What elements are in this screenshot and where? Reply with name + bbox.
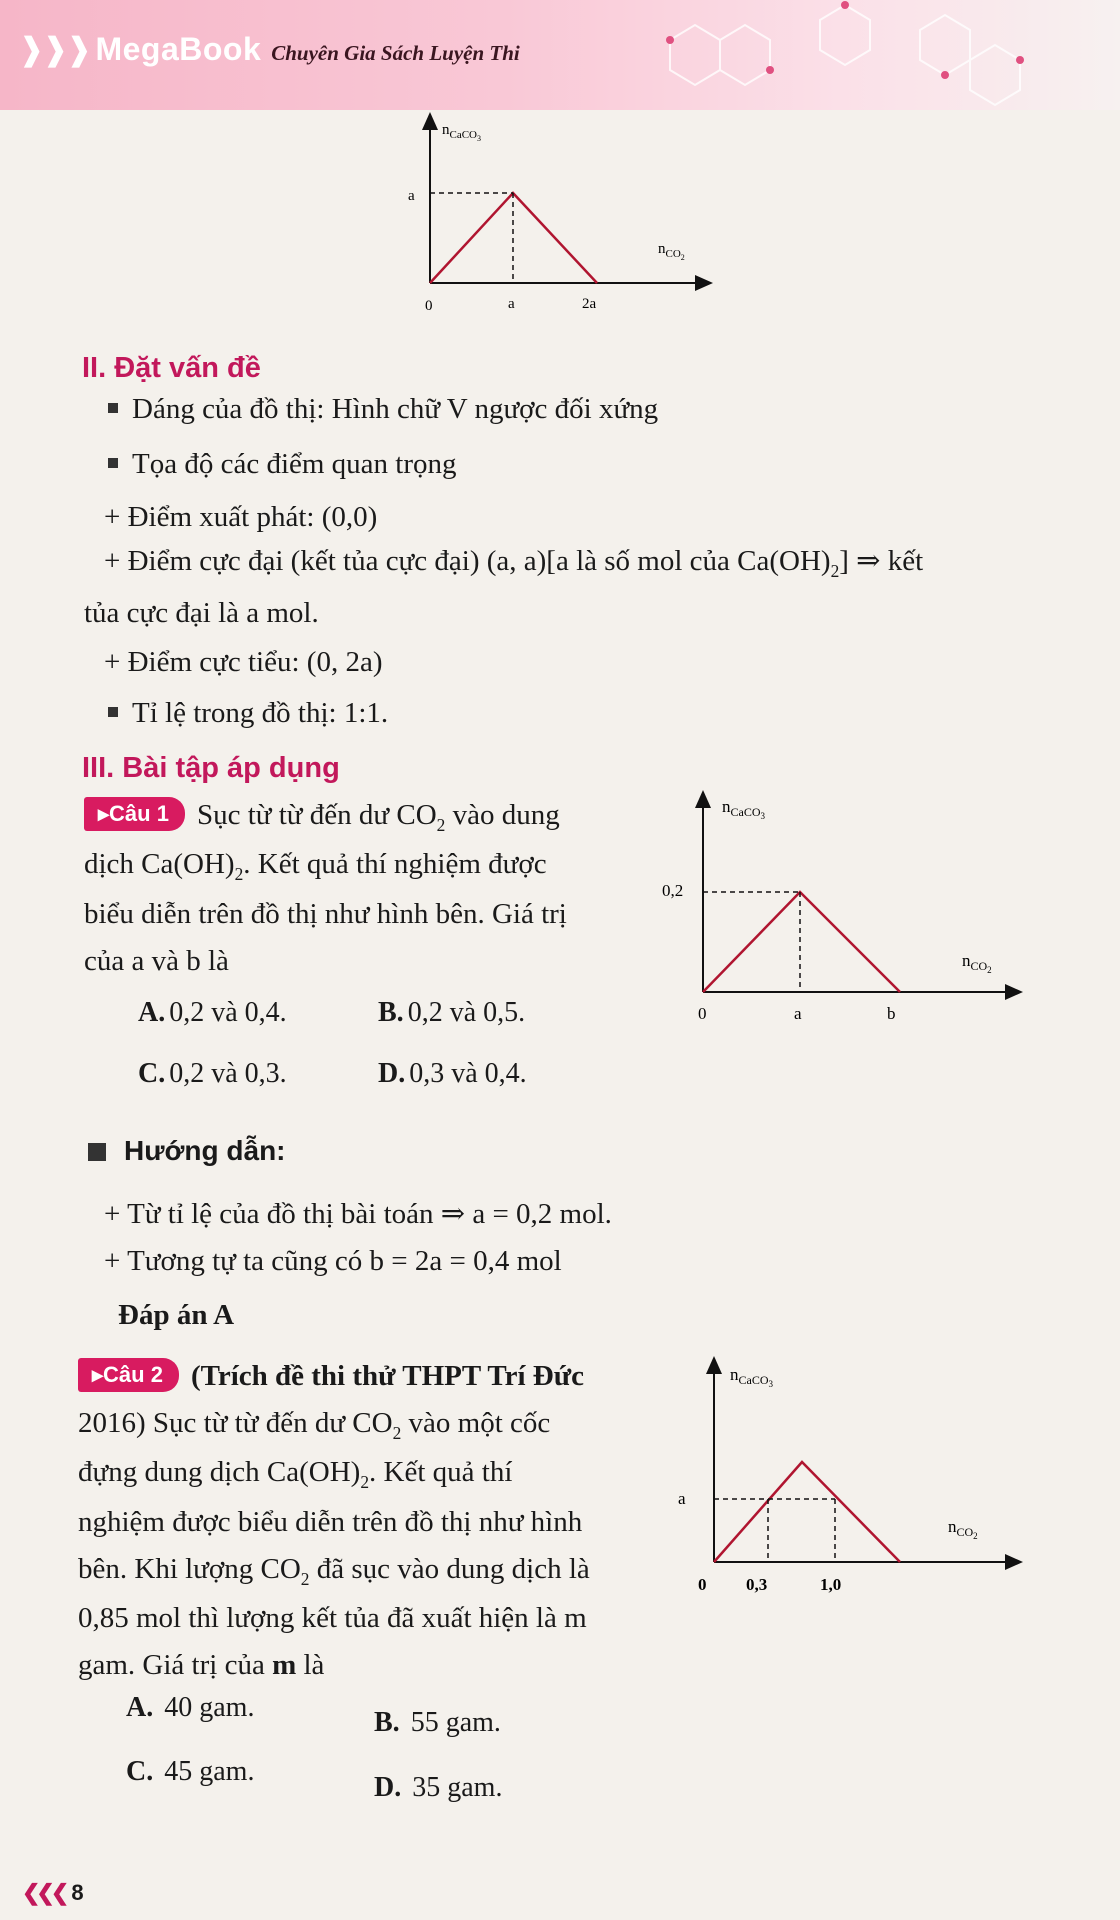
- question-1-text: ▸ Câu 1 Sục từ từ đến dư $CO_2$ vào dung dịch $Ca(OH)_2$. Kết quả thí nghiệm được biểu diễn trên đồ thị như hình bên. Giá trị của a và b là: [84, 796, 640, 981]
- page-number: ❮❮❮ 8: [22, 1880, 84, 1905]
- question-1-tag: ▸ Câu 1: [84, 797, 185, 831]
- section-3-title: III. Bài tập áp dụng: [82, 752, 340, 784]
- y-value-label: a: [678, 1489, 686, 1508]
- brand: [18, 30, 520, 68]
- hexagon-decoration-icon: [640, 0, 1060, 110]
- x-tick-0: 0: [698, 1575, 707, 1594]
- section-2-title: II. Đặt vấn đề: [82, 352, 261, 384]
- x-tick-b: b: [887, 1004, 896, 1023]
- x-tick-1-0: 1,0: [820, 1575, 842, 1594]
- svg-text:nCO2: $n_{CO}2$: [948, 1517, 978, 1541]
- svg-text:nCaCO3: $n_{CaCO3}$: [442, 122, 481, 143]
- graph-line: [714, 1462, 900, 1562]
- section-2-bullet-3: Tỉ lệ trong đồ thị: 1:1.: [108, 694, 388, 733]
- guide-heading: Hướng dẫn:: [88, 1135, 286, 1167]
- x-tick-0: 0: [698, 1004, 707, 1023]
- header-banner: [0, 0, 1120, 110]
- x-tick-2a: 2a: [582, 296, 597, 312]
- section-2-point-2-cont: tủa cực đại là a mol.: [84, 597, 319, 629]
- question-2-text: ▸ Câu 2 (Trích đề thi thử THPT Trí Đức 2016) Sục từ từ đến dư $CO_2$ vào một cốc đựng dung dịch $Ca(OH)_2$. Kết quả thí nghiệm được biểu diễn trên đồ thị như hình bên. Khi lượng $CO_2$ đã sục vào dung dịch là 0,85 mol thì lượng kết tủa đã xuất hiện là m gam. Giá trị của m là: [78, 1357, 640, 1685]
- y-value-label: 0,2: [662, 881, 684, 900]
- x-tick-a: a: [794, 1004, 802, 1023]
- question-1-option-a[interactable]: A. 0,2 và 0,4.: [138, 997, 287, 1028]
- peak-label: a: [408, 188, 415, 204]
- x-tick-0: 0: [425, 298, 433, 314]
- answer-label: Đáp án A: [118, 1299, 235, 1331]
- question-2-tag: ▸ Câu 2: [78, 1358, 179, 1392]
- svg-text:nCaCO3: $n_{CaCO}3$: [730, 1365, 773, 1389]
- svg-text:nCO2: $n_{CO}2$: [962, 951, 992, 975]
- section-2-point-3: + Điểm cực tiểu: (0, 2a): [104, 646, 383, 678]
- question-1-option-b[interactable]: B. 0,2 và 0,5.: [378, 997, 526, 1028]
- question-2-option-a[interactable]: A. 40 gam.: [126, 1692, 255, 1723]
- question-2-option-d[interactable]: D. 35 gam.: [374, 1772, 503, 1803]
- section-2-bullet-2: Tọa độ các điểm quan trọng: [108, 445, 457, 484]
- page-arrows-icon: ❮❮❮: [22, 1880, 66, 1905]
- graph-top: [400, 108, 720, 323]
- brand-tagline: Chuyên Gia Sách Luyện Thi: [271, 41, 520, 65]
- x-tick-a: a: [508, 296, 515, 312]
- x-tick-0-3: 0,3: [746, 1575, 768, 1594]
- question-1-option-d[interactable]: D. 0,3 và 0,4.: [378, 1058, 527, 1089]
- graph-line: [703, 892, 900, 992]
- question-1-option-c[interactable]: C. 0,2 và 0,3.: [138, 1058, 287, 1089]
- guide-line-1: + Từ tỉ lệ của đồ thị bài toán ⇒ a = 0,2 mol.: [104, 1198, 612, 1230]
- section-2-point-2: + Điểm cực đại (kết tủa cực đại) (a, a)[a là số mol của $Ca(OH)_2$] ⇒ kết: [104, 545, 924, 581]
- question-1-graph: [650, 786, 1030, 1026]
- guide-line-2: + Tương tự ta cũng có b = 2a = 0,4 mol: [104, 1245, 562, 1277]
- svg-text:nCaCO3: $n_{CaCO}3$: [722, 797, 765, 821]
- brand-logo: ❱❱❱ MegaBook: [18, 31, 262, 67]
- question-2-graph: [660, 1352, 1030, 1602]
- section-2-point-1: + Điểm xuất phát: (0,0): [104, 501, 378, 533]
- svg-text:nCO2: $n_{CO2}$: [658, 241, 685, 262]
- question-2-option-b[interactable]: B. 55 gam.: [374, 1707, 501, 1738]
- question-2-option-c[interactable]: C. 45 gam.: [126, 1756, 255, 1787]
- section-2-bullet-1: Dáng của đồ thị: Hình chữ V ngược đối xứng: [108, 390, 658, 429]
